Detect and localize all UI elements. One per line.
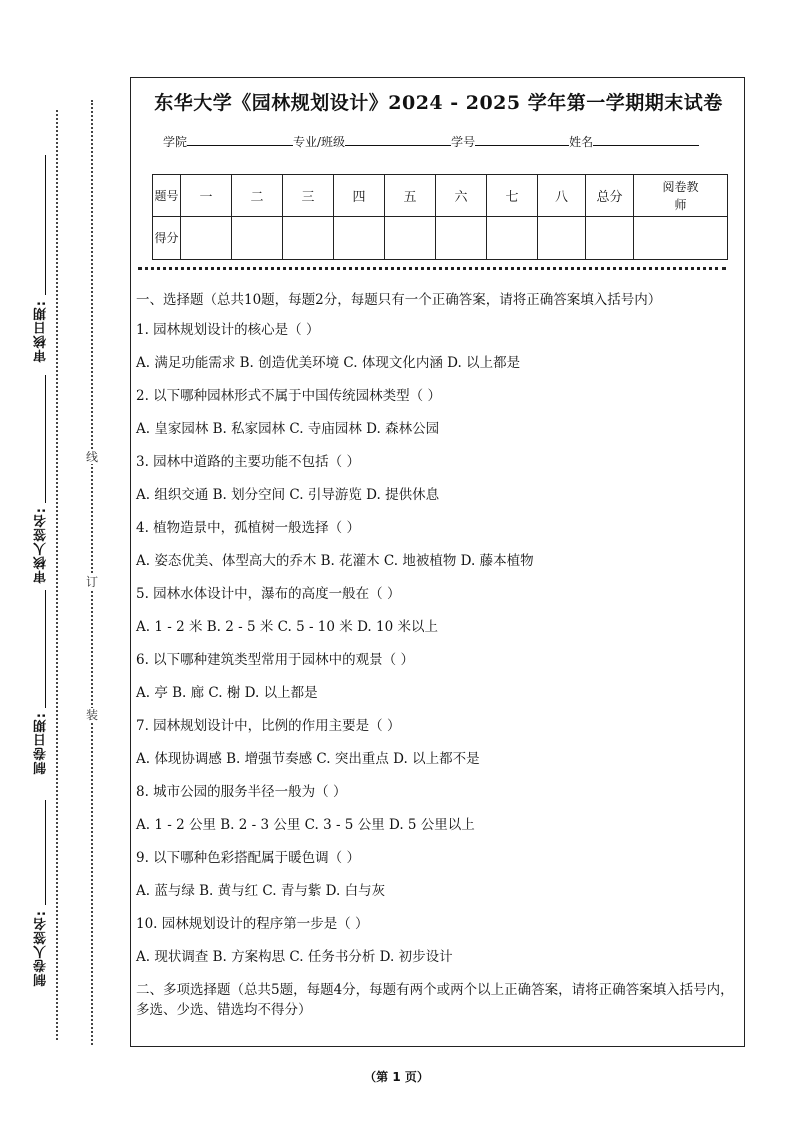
score-table (152, 174, 728, 260)
score-cell[interactable] (487, 217, 538, 260)
question-6-options: A. 亭 B. 廊 C. 榭 D. 以上都是 (136, 685, 318, 701)
score-cell[interactable] (181, 217, 232, 260)
question-8: 8. 城市公园的服务半径一般为（ ） (136, 784, 347, 800)
question-8-options: A. 1 - 2 公里 B. 2 - 3 公里 C. 3 - 5 公里 D. 5 公里以上 (136, 817, 475, 833)
college-label: 学院 (163, 135, 188, 149)
name-label: 姓名 (569, 135, 594, 149)
section1-heading: 一、选择题（总共10题，每题2分，每题只有一个正确答案，请将正确答案填入括号内） (136, 292, 662, 308)
question-3-options: A. 组织交通 B. 划分空间 C. 引导游览 D. 提供休息 (136, 487, 440, 503)
question-3: 3. 园林中道路的主要功能不包括（ ） (136, 454, 360, 470)
question-1-options: A. 满足功能需求 B. 创造优美环境 C. 体现文化内涵 D. 以上都是 (136, 355, 521, 371)
question-4: 4. 植物造景中，孤植树一般选择（ ） (136, 520, 360, 536)
question-7: 7. 园林规划设计中，比例的作用主要是（ ） (136, 718, 401, 734)
maker-date-label: 制卷日期: (34, 712, 49, 775)
binding-char-order: 订 (86, 575, 99, 589)
score-label: 得分 (153, 217, 181, 260)
score-col-2: 二 (232, 175, 283, 217)
exam-frame (130, 77, 745, 1047)
question-4-options: A. 姿态优美、体型高大的乔木 B. 花灌木 C. 地被植物 D. 藤本植物 (136, 553, 534, 569)
maker-sign-line (45, 800, 46, 905)
question-2-options: A. 皇家园林 B. 私家园林 C. 寺庙园林 D. 森林公园 (136, 421, 440, 437)
page-number: （第 1 页） (364, 1070, 429, 1084)
question-9: 9. 以下哪种色彩搭配属于暖色调（ ） (136, 850, 360, 866)
score-cell[interactable] (283, 217, 334, 260)
dotted-separator (138, 267, 726, 270)
question-9-options: A. 蓝与绿 B. 黄与红 C. 青与紫 D. 白与灰 (136, 883, 386, 899)
exam-title: 东华大学《园林规划设计》2024 - 2025 学年第一学期期末试卷 (154, 92, 723, 114)
score-col-5: 五 (385, 175, 436, 217)
score-col-8: 八 (538, 175, 586, 217)
question-number-label: 题号 (153, 175, 181, 217)
college-field[interactable] (187, 134, 293, 146)
score-table-score-row (153, 217, 728, 260)
maker-date-line (45, 590, 46, 708)
reviewer-sign-label: 审核人签名: (34, 507, 49, 584)
section2-heading: 二、多项选择题（总共5题，每题4分，每题有两个或两个以上正确答案，请将正确答案填入括号内，多选、少选、错选均不得分） (136, 982, 734, 1018)
student-id-label: 学号 (451, 135, 476, 149)
name-field[interactable] (593, 134, 699, 146)
binding-char-install: 装 (86, 708, 99, 722)
major-class-field[interactable] (345, 134, 451, 146)
question-5-options: A. 1 - 2 米 B. 2 - 5 米 C. 5 - 10 米 D. 10 米以上 (136, 619, 438, 635)
exam-content (136, 290, 741, 1030)
score-col-7: 七 (487, 175, 538, 217)
question-6: 6. 以下哪种建筑类型常用于园林中的观景（ ） (136, 652, 414, 668)
reviewer-date-line (45, 155, 46, 295)
major-class-label: 专业/班级 (293, 135, 346, 149)
reviewer-sign-line (45, 375, 46, 503)
question-10-options: A. 现状调查 B. 方案构思 C. 任务书分析 D. 初步设计 (136, 949, 453, 965)
score-col-3: 三 (283, 175, 334, 217)
score-cell[interactable] (538, 217, 586, 260)
binding-dotted-line-left (56, 110, 58, 1040)
score-col-6: 六 (436, 175, 487, 217)
question-10: 10. 园林规划设计的程序第一步是（ ） (136, 916, 369, 932)
binding-char-line: 线 (86, 450, 99, 464)
question-7-options: A. 体现协调感 B. 增强节奏感 C. 突出重点 D. 以上都不是 (136, 751, 480, 767)
score-cell[interactable] (436, 217, 487, 260)
score-cell[interactable] (634, 217, 728, 260)
question-1: 1. 园林规划设计的核心是（ ） (136, 322, 320, 338)
binding-dotted-line-right (91, 100, 93, 1045)
student-info-row (163, 133, 699, 150)
score-col-1: 一 (181, 175, 232, 217)
score-col-grader: 阅卷教师 (634, 175, 728, 217)
score-cell[interactable] (385, 217, 436, 260)
reviewer-date-label: 审核日期: (34, 300, 49, 363)
score-table-header-row (153, 175, 728, 217)
student-id-field[interactable] (475, 134, 569, 146)
question-5: 5. 园林水体设计中，瀑布的高度一般在（ ） (136, 586, 401, 602)
score-cell[interactable] (586, 217, 634, 260)
maker-sign-label: 制卷人签名: (34, 910, 49, 987)
score-cell[interactable] (334, 217, 385, 260)
score-col-4: 四 (334, 175, 385, 217)
score-col-total: 总分 (586, 175, 634, 217)
score-cell[interactable] (232, 217, 283, 260)
question-2: 2. 以下哪种园林形式不属于中国传统园林类型（ ） (136, 388, 441, 404)
